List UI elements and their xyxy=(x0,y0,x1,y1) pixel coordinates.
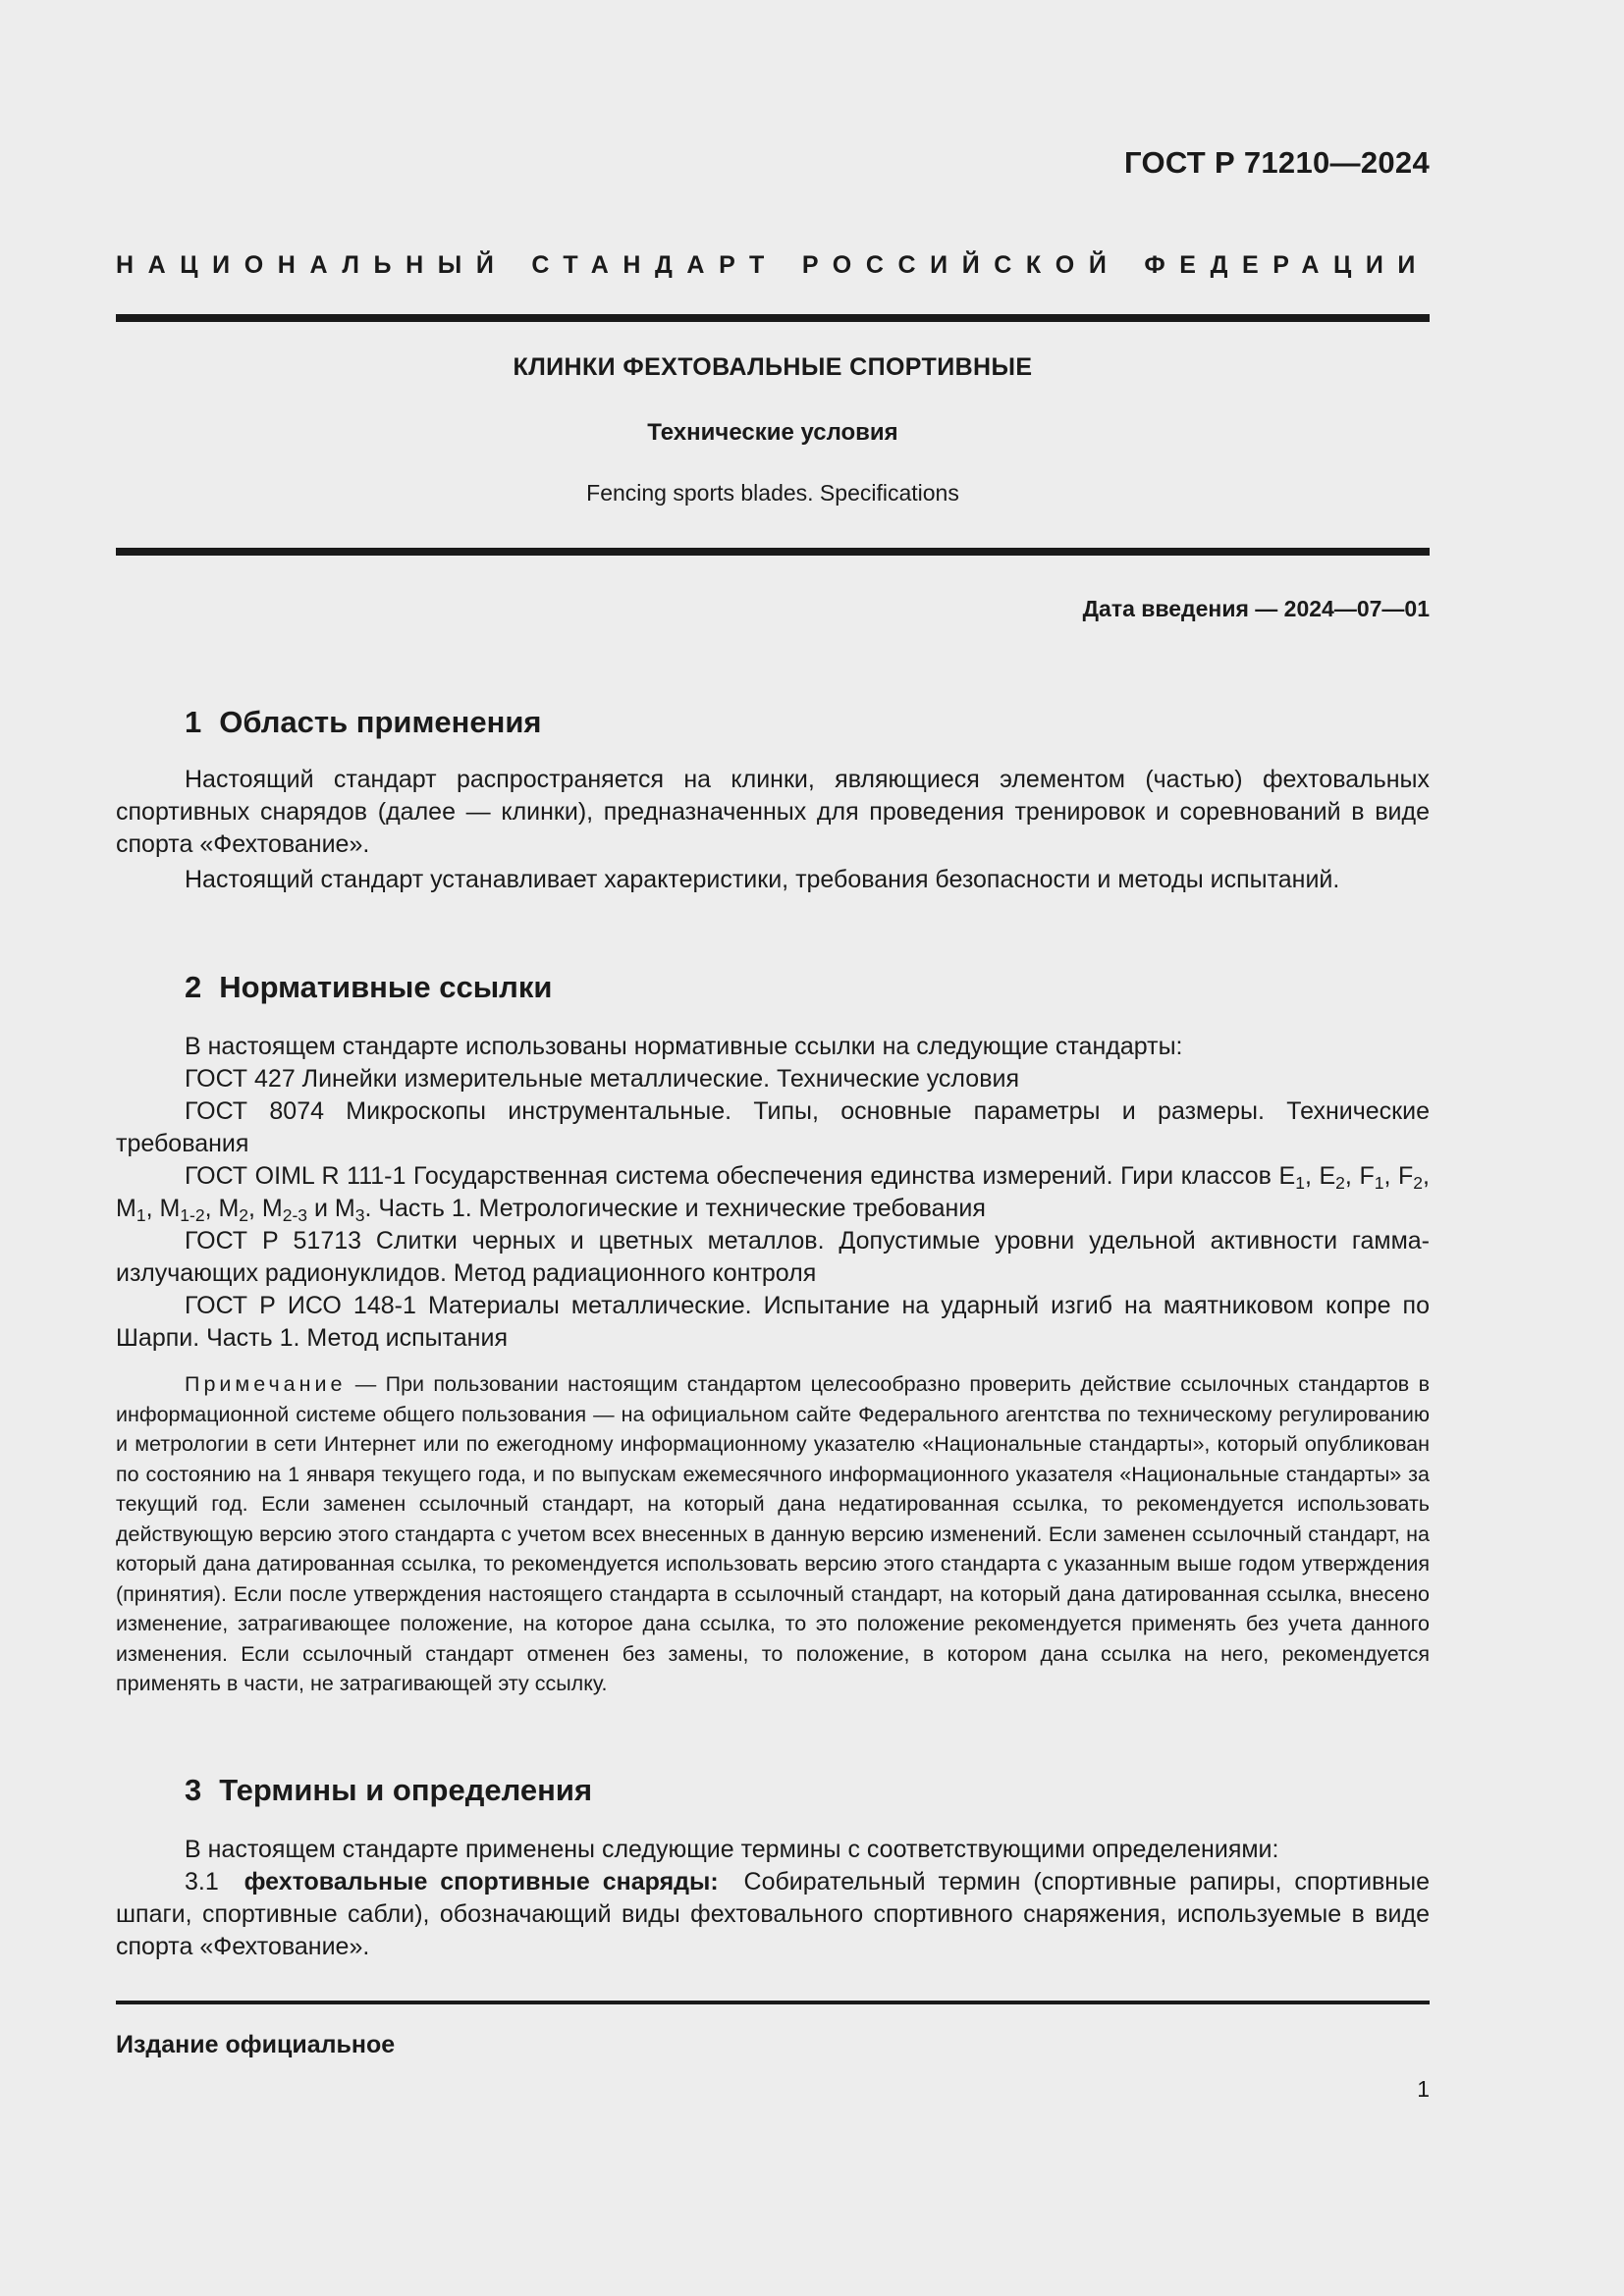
term-3-1 xyxy=(116,1866,1430,1963)
section-title: Область применения xyxy=(219,705,542,739)
title-divider xyxy=(116,548,1430,556)
gost-number: ГОСТ Р 71210—2024 xyxy=(1124,145,1430,180)
term-number: 3.1 xyxy=(185,1868,219,1896)
document-subtitle: Технические условия xyxy=(647,419,898,446)
reference-gost-8074: ГОСТ 8074 Микроскопы инструментальные. Типы, основные параметры и размеры. Технические требования xyxy=(116,1097,1430,1157)
section-number: 1 xyxy=(185,705,202,739)
terms-intro: В настоящем стандарте применены следующие термины с соответствующими определениями: xyxy=(185,1836,1279,1863)
references-intro: В настоящем стандарте использованы нормативные ссылки на следующие стандарты: xyxy=(185,1033,1183,1060)
section-1-paragraph-2: Настоящий стандарт устанавливает характеристики, требования безопасности и методы испытаний. xyxy=(185,866,1340,893)
section-title: Термины и определения xyxy=(219,1773,593,1807)
section-number: 2 xyxy=(185,970,202,1004)
section-title: Нормативные ссылки xyxy=(219,970,553,1004)
official-edition-label: Издание официальное xyxy=(116,2031,396,2058)
national-standard-heading: НАЦИОНАЛЬНЫЙ СТАНДАРТ РОССИЙСКОЙ ФЕДЕРАЦИИ xyxy=(116,251,1430,279)
term-name: фехтовальные спортивные снаряды: xyxy=(244,1868,719,1896)
section-3-heading xyxy=(185,1773,592,1808)
footer-divider xyxy=(116,2001,1430,2004)
document-title: КЛИНКИ ФЕХТОВАЛЬНЫЕ СПОРТИВНЫЕ xyxy=(513,353,1033,381)
reference-gost-oiml: ГОСТ OIML R 111-1 Государственная система обеспечения единства измерений. Гири классов $E_1$, $E_2$, $F_1$, $F_2$, $M_1$, $M_{1-2}$, $M_2$, $M_{2-3}$ и $M_3$. Часть 1. Метрологические и технические требования xyxy=(116,1162,1430,1225)
section-2-heading xyxy=(185,970,552,1005)
note-label: Примечание xyxy=(185,1372,347,1396)
top-divider xyxy=(116,314,1430,322)
section-number: 3 xyxy=(185,1773,202,1807)
references-note xyxy=(116,1369,1430,1699)
section-1-paragraph-1: Настоящий стандарт распространяется на клинки, являющиеся элементом (частью) фехтовальных спортивных снарядов (далее — клинки), предназначенных для проведения тренировок и соревнований в виде спорта «Фехтование». xyxy=(116,766,1430,858)
introduction-date: Дата введения — 2024—07—01 xyxy=(1082,596,1430,621)
reference-gost-51713: ГОСТ Р 51713 Слитки черных и цветных металлов. Допустимые уровни удельной активности гамма-излучающих радионуклидов. Метод радиационного контроля xyxy=(116,1227,1430,1287)
english-title: Fencing sports blades. Specifications xyxy=(586,480,959,506)
page-number: 1 xyxy=(1417,2076,1430,2102)
reference-gost-427: ГОСТ 427 Линейки измерительные металлические. Технические условия xyxy=(185,1065,1019,1093)
reference-gost-iso-148: ГОСТ Р ИСО 148-1 Материалы металлические. Испытание на ударный изгиб на маятниковом копре по Шарпи. Часть 1. Метод испытания xyxy=(116,1292,1430,1352)
note-text: — При пользовании настоящим стандартом целесообразно проверить действие ссылочных стандартов в информационной системе общего пользования — на официальном сайте Федерального агентства по техническому регулированию и метрологии в сети Интернет или по ежегодному информационному указателю «Национальные стандарты», который опубликован по состоянию на 1 января текущего года, и по выпускам ежемесячного информационного указателя «Национальные стандарты» за текущий год. Если заменен ссылочный стандарт, на который дана недатированная ссылка, то рекомендуется использовать действующую версию этого стандарта с учетом всех внесенных в данную версию изменений. Если заменен ссылочный стандарт, на который дана датированная ссылка, то рекомендуется использовать версию этого стандарта с указанным выше годом утверждения (принятия). Если после утверждения настоящего стандарта в ссылочный стандарт, на который дана датированная ссылка, внесено изменение, затрагивающее положение, на которое дана ссылка, то это положение рекомендуется применять без учета данного изменения. Если ссылочный стандарт отменен без замены, то положение, в котором дана ссылка на него, рекомендуется применять в части, не затрагивающей эту ссылку. xyxy=(116,1372,1430,1695)
term-definition: Собирательный термин (спортивные рапиры, спортивные шпаги, спортивные сабли), обозначающий виды фехтовального спортивного снаряжения, используемые в виде спорта «Фехтование». xyxy=(116,1868,1430,1960)
section-1-heading xyxy=(185,705,542,740)
